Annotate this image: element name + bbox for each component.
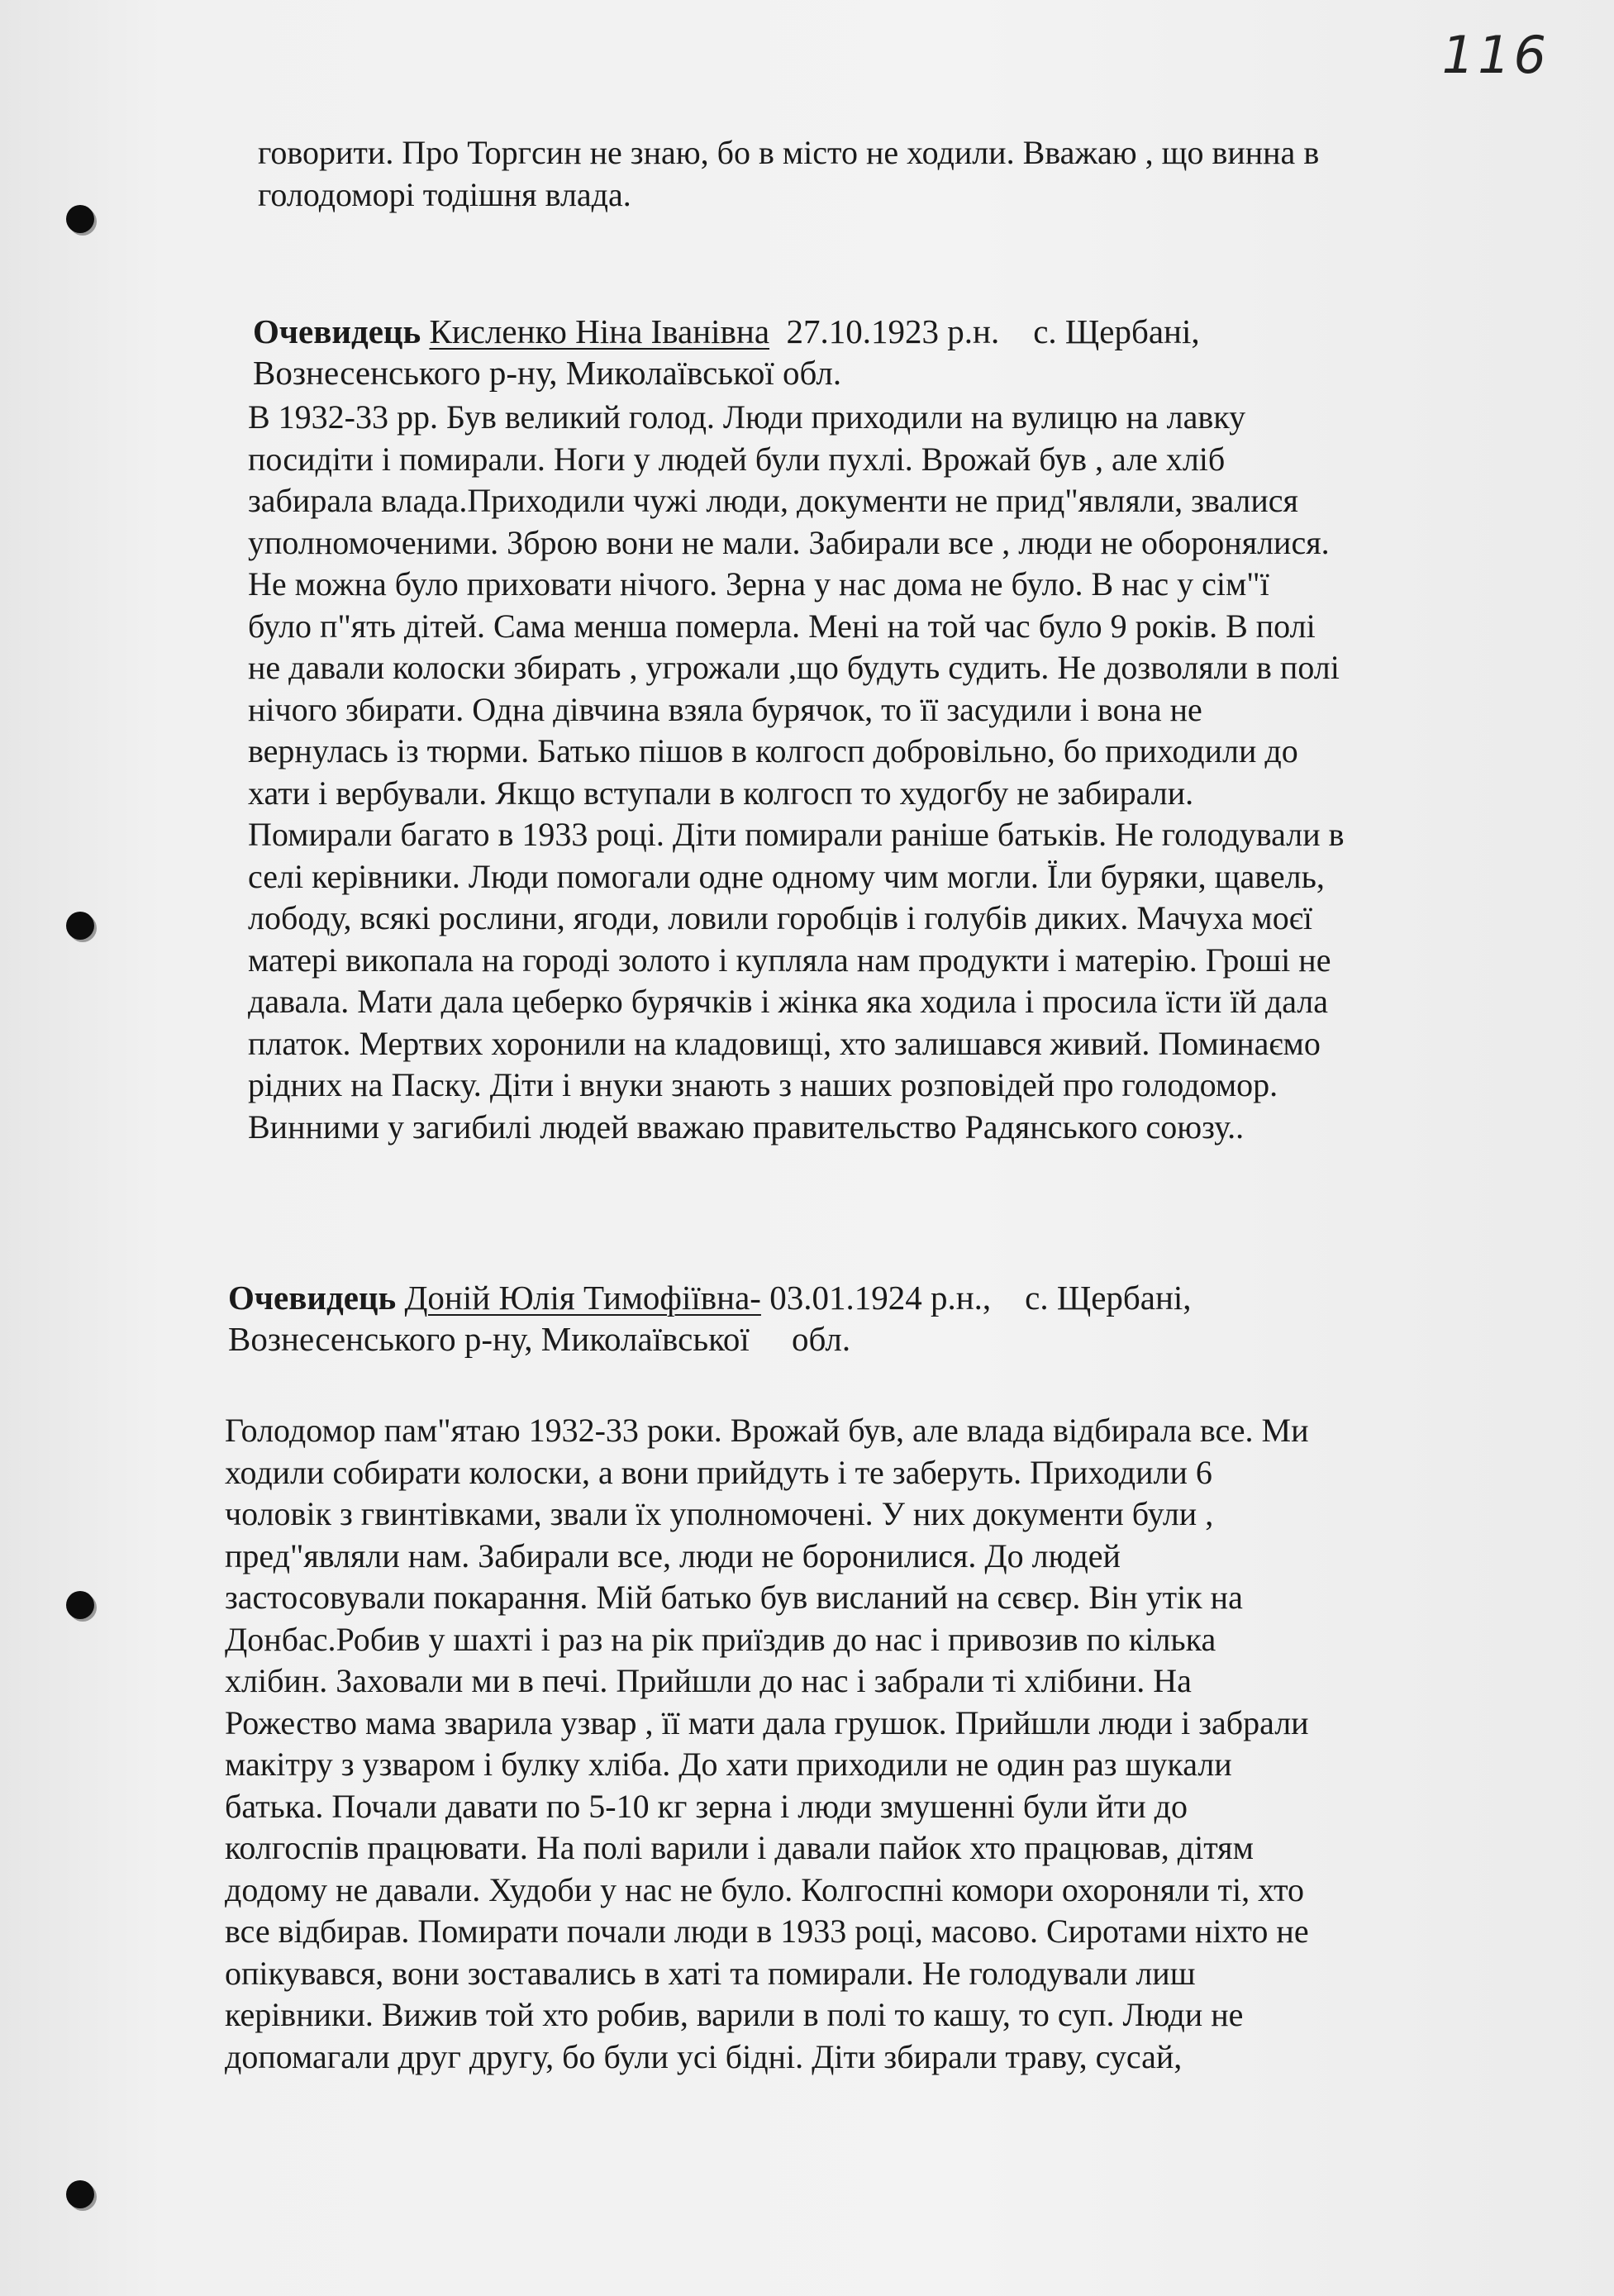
intro-paragraph: говорити. Про Торгсин не знаю, бо в місто не ходили. Вважаю , що винна в голодоморі тодішня влада.: [258, 134, 1320, 213]
punch-hole: [66, 912, 94, 940]
witness-2-testimony: Голодомор пам"ятаю 1932-33 роки. Врожай був, але влада відбирала все. Ми ходили собирати колоски, а вони прийдуть і те заберуть. Приходили 6 чоловік з гвинтівками, звали їх уполномочені. У них документи були , пред"являли нам. Забирали все, люди не боронилися. До людей застосовували покарання. Мій батько був висланий на сєвєр. Він утік на Донбас.Робив у шахті і раз на рік приїздив до нас і привозив по кілька хлібин. Заховали ми в печі. Прийшли до нас і забрали ті хлібини. На Рожество мама зварила узвар , її мати дала грушок. Прийшли люди і забрали макітру з узваром і булку хліба. До хати приходили не один раз шукали батька. Почали давати по 5-10 кг зерна і люди змушенні були йти до колгоспів працювати. На полі варили і давали пайок хто працював, дітям додому не давали. Худоби у нас не було. Колгоспні комори охороняли ті, хто все відбирав. Помирати почали люди в 1933 році, масово. Сиротами ніхто не опікувався, вони зоставались в хаті та помирали. Не голодували лиш керівники. Вижив той хто робив, варили в полі то кашу, то суп. Люди не допомагали друг другу, бо були усі бідні. Діти збирали траву, сусай,: [225, 1412, 1309, 2075]
witness-region: Вознесенського р-ну, Миколаївської обл.: [228, 1320, 851, 1358]
witness-label: Очевидець: [228, 1279, 397, 1317]
witness-village: с. Щербані,: [1025, 1279, 1192, 1317]
witness-name: Кисленко Ніна Іванівна: [429, 312, 770, 350]
witness-birth-date: 03.01.1924 р.н.,: [769, 1279, 992, 1317]
page-number: 116: [1441, 25, 1550, 85]
witness-village: с. Щербані,: [1033, 312, 1200, 350]
punch-hole: [66, 1591, 94, 1619]
witness-2-heading: [228, 1277, 1192, 1360]
witness-region: Вознесенського р-ну, Миколаївської обл.: [253, 354, 842, 392]
punch-hole: [66, 2180, 94, 2208]
witness-1-heading: [253, 311, 1200, 393]
witness-name: Доній Юлія Тимофіївна-: [404, 1279, 761, 1317]
witness-1-testimony: В 1932-33 рр. Був великий голод. Люди приходили на вулицю на лавку посидіти і помирали. Ноги у людей були пухлі. Врожай був , але хліб забирала влада.Приходили чужі люди, документи не прид"являли, звалися уполномоченими. Зброю вони не мали. Забирали все , люди не оборонялися. Не можна було приховати нічого. Зерна у нас дома не було. В нас у сім"ї було п"ять дітей. Сама менша померла. Мені на той час було 9 років. В полі не давали колоски збирать , угрожали ,що будуть судить. Не дозволяли в полі нічого збирати. Одна дівчина взяла бурячок, то її засудили і вона не вернулась із тюрми. Батько пішов в колгосп добровільно, бо приходили до хати і вербували. Якщо вступали в колгосп то худогбу не забирали. Помирали багато в 1933 році. Діти помирали раніше батьків. Не голодували в селі керівники. Люди помогали одне одному чим могли. Їли буряки, щавель, лободу, всякі рослини, ягоди, ловили горобців і голубів диких. Мачуха моєї матері викопала на городі золото і купляла нам продукти і матерію. Гроші не давала. Мати дала цеберко бурячків і жінка яка ходила і просила їсти їй дала платок. Мертвих хоронили на кладовищі, хто залишався живий. Поминаємо рідних на Паску. Діти і внуки знають з наших розповідей про голодомор. Винними у загибилі людей вважаю правительство Радянського союзу..: [248, 398, 1345, 1146]
witness-birth-date: 27.10.1923 р.н.: [786, 312, 1000, 350]
witness-label: Очевидець: [253, 312, 421, 350]
punch-hole: [66, 205, 94, 233]
